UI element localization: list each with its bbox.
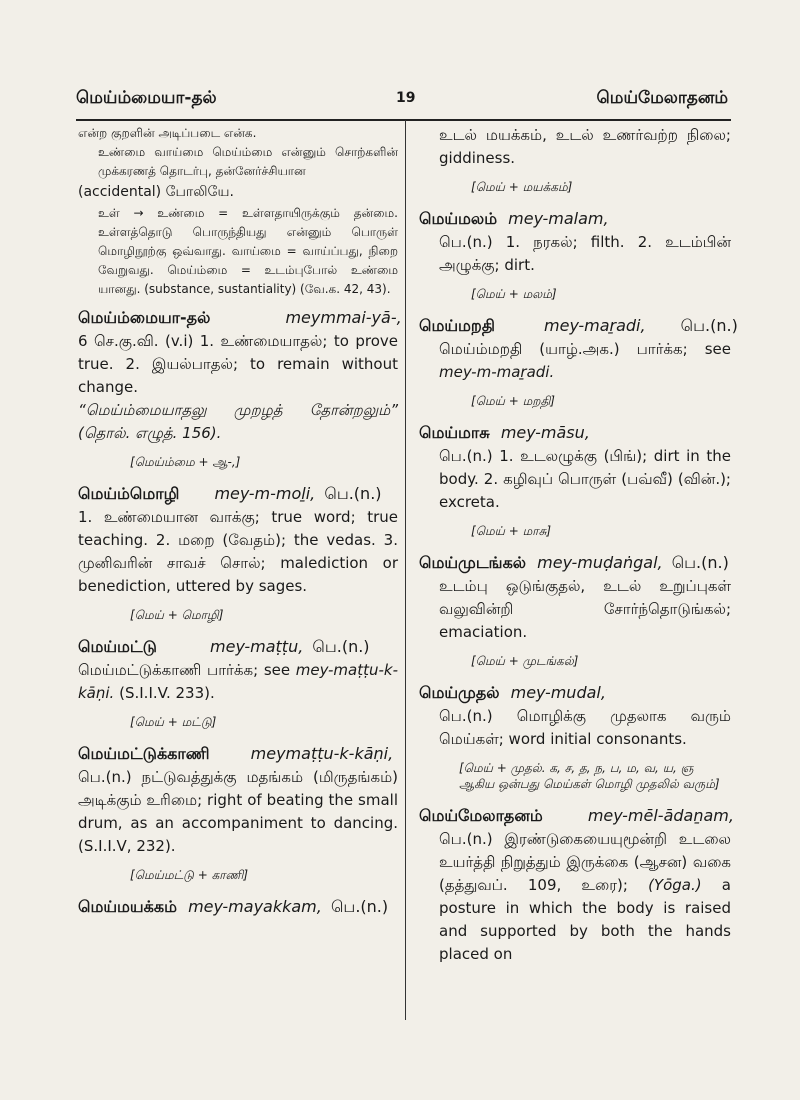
entry-meymaradi (419, 313, 738, 410)
definition: உடம்பு ஒடுங்குதல், உடல் உறுப்புகள் வலுவின்றி சோர்ந்தொடுங்கல்; emaciation. (439, 577, 731, 641)
entry-headline (78, 634, 398, 659)
headword: மெய்முதல் (419, 683, 500, 702)
entry-headline (78, 741, 398, 766)
headword: மெய்மயக்கம் (78, 897, 177, 916)
running-head-left: மெய்ம்மையா-தல் (76, 88, 217, 108)
entry-headline (419, 680, 731, 705)
etymology: [மெய்ம்மை + ஆ-,] (130, 455, 241, 469)
intro-paragraph-a: உண்மை வாய்மை மெய்ம்மை என்னும் சொற்களின் முக்கரணத் தொடர்பு, தன்னேர்ச்சியான (98, 145, 398, 178)
grammar-tag: பெ.(n.) (680, 316, 738, 335)
definition: பெ.(n.) 1. நரகல்; filth. 2. உடம்பின் அழுக்கு; dirt. (439, 233, 731, 274)
etymology: [மெய் + முடங்கல்] (471, 654, 579, 668)
entry-meymayakkam (78, 894, 398, 919)
citation-quote: “மெய்ம்மையாதலு முறழத் தோன்றலும்” (தொல். எழுத். 156). (78, 401, 398, 442)
definition: மெய்மட்டுக்காணி பார்க்க; see mey-maṭṭu-k-kāṇi. (S.I.I.V. 233). (78, 661, 398, 702)
transliteration: mey-maṟadi, (544, 316, 646, 335)
intro-line: என்ற குறளின் அடிப்படை என்க. (78, 126, 257, 140)
etymology: [மெய் + மயக்கம்] (471, 180, 573, 194)
entry-headline (419, 206, 731, 231)
entry-headline (419, 550, 731, 575)
headword: மெய்மட்டு (78, 637, 157, 656)
entry-headline (419, 420, 731, 445)
etymology: [மெய் + மறதி] (471, 394, 555, 408)
headword: மெய்மேலாதனம் (419, 806, 543, 825)
entry-meymelaadanam (419, 803, 734, 966)
right-column (419, 124, 738, 1014)
headword: மெய்மலம் (419, 209, 498, 228)
intro-paragraph-b: (accidental) போலியே. (78, 184, 234, 200)
etymology: [மெய் + முதல். க, ச, த, ந, ப, ம, வ, ய, ஞ ஆகிய ஒன்பது மெய்கள் மொழி முதலில் வரும்] (459, 761, 720, 791)
entry-meymattukkaani (78, 741, 398, 884)
entry-meymattu (78, 634, 398, 731)
definition: பெ.(n.) மொழிக்கு முதலாக வரும் மெய்கள்; word initial consonants. (439, 707, 731, 748)
grammar-tag: பெ.(n.) (312, 637, 370, 656)
transliteration: meymmai-yā-, (285, 308, 402, 327)
left-column (78, 124, 402, 1014)
transliteration: mey-mudal, (510, 683, 606, 702)
cross-reference: mey-maṭṭu-k-kāṇi. (78, 661, 398, 702)
headword: மெய்முடங்கல் (419, 553, 527, 572)
headword: மெய்மறதி (419, 316, 495, 335)
grammar-tag: பெ.(n.) (324, 484, 382, 503)
definition: பெ.(n.) நட்டுவத்துக்கு மதங்கம் (மிருதங்கம்) அடிக்கும் உரிமை; right of beating the small drum, as an accompaniment to dancing. (S.I.I.V, 232). (78, 768, 398, 855)
domain-label: (Yōga.) (648, 876, 702, 894)
etymology: [மெய் + மொழி] (130, 608, 224, 622)
headword: மெய்ம்மையா-தல் (78, 308, 211, 327)
headword: மெய்மட்டுக்காணி (78, 744, 210, 763)
definition: 6 செ.கு.வி. (v.i) 1. உண்மையாதல்; to prove true. 2. இயல்பாதல்; to remain without change. (78, 332, 398, 396)
entry-headline (78, 481, 398, 506)
entry-headline (419, 803, 734, 828)
column-divider (405, 120, 406, 1020)
transliteration: mey-malam, (508, 209, 609, 228)
transliteration: mey-m-moḻi, (214, 484, 316, 503)
transliteration: meymaṭṭu-k-kāṇi, (250, 744, 394, 763)
entry-meymaasu (419, 420, 731, 540)
grammar-tag: பெ.(n.) (330, 897, 389, 916)
definition: பெ.(n.) 1. உடலழுக்கு (பிங்); dirt in the body. 2. கழிவுப் பொருள் (பவ்வீ) (வின்.); excreta. (439, 447, 731, 511)
etymology: [மெய் + மாசு] (471, 524, 552, 538)
grammar-tag: பெ.(n.) (671, 553, 729, 572)
headword: மெய்ம்மொழி (78, 484, 180, 503)
transliteration: mey-mayakkam, (188, 897, 322, 916)
page-header (76, 86, 728, 118)
entry-headline (78, 305, 402, 330)
entry-meymmaiyaa-tal (78, 305, 402, 471)
header-rule (76, 119, 731, 121)
definition: 1. உண்மையான வாக்கு; true word; true teaching. 2. மறை (வேதம்); the vedas. 3. முனிவரின் சாவச் சொல்; malediction or benediction, uttered by sages. (78, 508, 398, 595)
entry-headline (78, 894, 398, 919)
transliteration: mey-maṭṭu, (210, 637, 304, 656)
entry-meymmozhi (78, 481, 398, 624)
page-number: 19 (396, 90, 416, 106)
definition: பெ.(n.) இரண்டுகையையுமூன்றி உடலை உயர்த்தி நிறுத்தும் இருக்கை (ஆசன) வகை (தத்துவப். 109, உரை); (Yōga.) a posture in which the body is raised and supported by both the hands placed on (439, 830, 731, 963)
entry-meymalam (419, 206, 731, 303)
continued-definition: உடல் மயக்கம், உடல் உணர்வற்ற நிலை; giddiness. (439, 126, 731, 167)
transliteration: mey-mēl-ādaṉam, (587, 806, 734, 825)
cross-reference: mey-m-maṟadi. (439, 363, 555, 381)
transliteration: mey-muḍaṅgal, (537, 553, 663, 572)
etymology: [மெய்மட்டு + காணி] (130, 868, 249, 882)
entry-meymudal (419, 680, 731, 793)
definition: மெய்ம்மறதி (யாழ்.அக.) பார்க்க; see mey-m-maṟadi. (439, 340, 731, 381)
running-head-right: மெய்மேலாதனம் (596, 88, 728, 108)
entry-headline (419, 313, 738, 338)
transliteration: mey-māsu, (500, 423, 590, 442)
etymology: [மெய் + மலம்] (471, 287, 557, 301)
etymology: [மெய் + மட்டு] (130, 715, 217, 729)
entry-meymudangal (419, 550, 731, 670)
intro-paragraph-c: உள் → உண்மை = உள்ளதாயிருக்கும் தன்மை. உள்ளத்தொடு பொருந்தியது என்னும் பொருள் மொழிநூற்கு ஒவ்வாது. வாய்மை = வாய்ப்பது, நிறை வேறுவது. மெய்ம்மை = உடம்புபோல் உண்மை யானது. (substance, sustantiality) (வே.க. 42, 43). (98, 206, 398, 296)
headword: மெய்மாசு (419, 423, 490, 442)
